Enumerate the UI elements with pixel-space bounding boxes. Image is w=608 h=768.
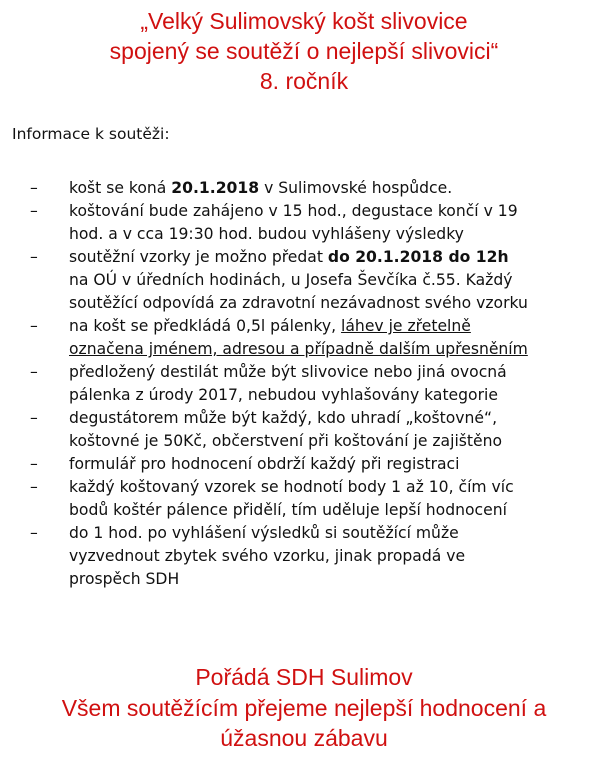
rule-text: formulář pro hodnocení obdrží každý při registraci: [69, 455, 460, 473]
rule-item: [0, 315, 608, 361]
rule-line: [69, 246, 602, 269]
footer: [0, 662, 608, 754]
rule-item: [0, 246, 608, 315]
bullet-dash: –: [30, 409, 38, 427]
rule-text: každý koštovaný vzorek se hodnotí body 1 až 10, čím víc: [69, 478, 514, 496]
rule-line: [69, 269, 602, 292]
rule-text: soutěžící odpovídá za zdravotní nezávadnost svého vzorku: [69, 294, 528, 312]
title-line-3: 8. ročník: [259, 68, 349, 94]
bullet-dash: –: [30, 317, 38, 335]
rule-text-bold: 20.1.2018: [171, 179, 260, 197]
bullet-dash: –: [30, 478, 38, 496]
rule-text: předložený destilát může být slivovice nebo jiná ovocná: [69, 363, 507, 381]
rule-item: [0, 407, 608, 453]
rule-line: [69, 338, 602, 361]
bullet-dash: –: [30, 179, 38, 197]
rule-item: [0, 522, 608, 591]
rule-text: košt se koná: [69, 179, 172, 197]
rule-text: bodů koštér pálence přidělí, tím uděluje lepší hodnocení: [69, 501, 507, 519]
rule-text: na OÚ v úředních hodinách, u Josefa Ševčíka č.55. Každý: [69, 271, 513, 289]
rule-text: soutěžní vzorky je možno předat: [69, 248, 328, 266]
title-line-2: spojený se soutěží o nejlepší slivovici“: [109, 38, 499, 64]
bullet-dash: –: [30, 202, 38, 220]
rule-text: koštovné je 50Kč, občerstvení při koštování je zajištěno: [69, 432, 503, 450]
rule-line: [69, 407, 602, 430]
rule-line: [69, 223, 602, 246]
bullet-dash: –: [30, 524, 38, 542]
bullet-dash: –: [30, 248, 38, 266]
rule-item: [0, 476, 608, 522]
rule-line: [69, 499, 602, 522]
rule-text-underlined: láhev je zřetelně: [341, 317, 471, 335]
rule-text: pálenka z úrody 2017, nebudou vyhlašovány kategorie: [69, 386, 498, 404]
rule-line: [69, 200, 602, 223]
rule-item: [0, 177, 608, 200]
rule-text-bold: do 20.1.2018 do 12h: [327, 248, 509, 266]
rule-line: [69, 177, 602, 200]
rule-line: [69, 476, 602, 499]
rule-text: koštování bude zahájeno v 15 hod., degustace končí v 19: [69, 202, 518, 220]
info-heading: Informace k soutěži:: [12, 125, 170, 143]
rule-line: [69, 453, 602, 476]
rule-line: [69, 545, 602, 568]
document-title: [0, 6, 608, 96]
rules-list: [0, 177, 608, 591]
bullet-dash: –: [30, 455, 38, 473]
wishes-line-2: úžasnou zábavu: [220, 725, 388, 751]
rule-line: [69, 361, 602, 384]
rule-item: [0, 453, 608, 476]
rule-text-underlined: označena jménem, adresou a případně dalším upřesněním: [69, 340, 528, 358]
rule-line: [69, 315, 602, 338]
rule-text: na košt se předkládá 0,5l pálenky,: [69, 317, 342, 335]
rule-line: [69, 292, 602, 315]
title-line-1: „Velký Sulimovský košt slivovice: [140, 8, 468, 34]
rule-line: [69, 568, 602, 591]
organizer-line: Pořádá SDH Sulimov: [195, 664, 413, 690]
rule-text: vyzvednout zbytek svého vzorku, jinak propadá ve: [69, 547, 466, 565]
rule-line: [69, 522, 602, 545]
rule-line: [69, 384, 602, 407]
bullet-dash: –: [30, 363, 38, 381]
rule-line: [69, 430, 602, 453]
rule-text: prospěch SDH: [69, 570, 180, 588]
rule-text: do 1 hod. po vyhlášení výsledků si soutěžící může: [69, 524, 459, 542]
rule-text: degustátorem může být každý, kdo uhradí „koštovné“,: [69, 409, 498, 427]
rule-item: [0, 200, 608, 246]
rule-item: [0, 361, 608, 407]
wishes-line-1: Všem soutěžícím přejeme nejlepší hodnocení a: [61, 694, 547, 721]
rule-text: hod. a v cca 19:30 hod. budou vyhlášeny výsledky: [69, 225, 464, 243]
rule-text: v Sulimovské hospůdce.: [259, 179, 453, 197]
